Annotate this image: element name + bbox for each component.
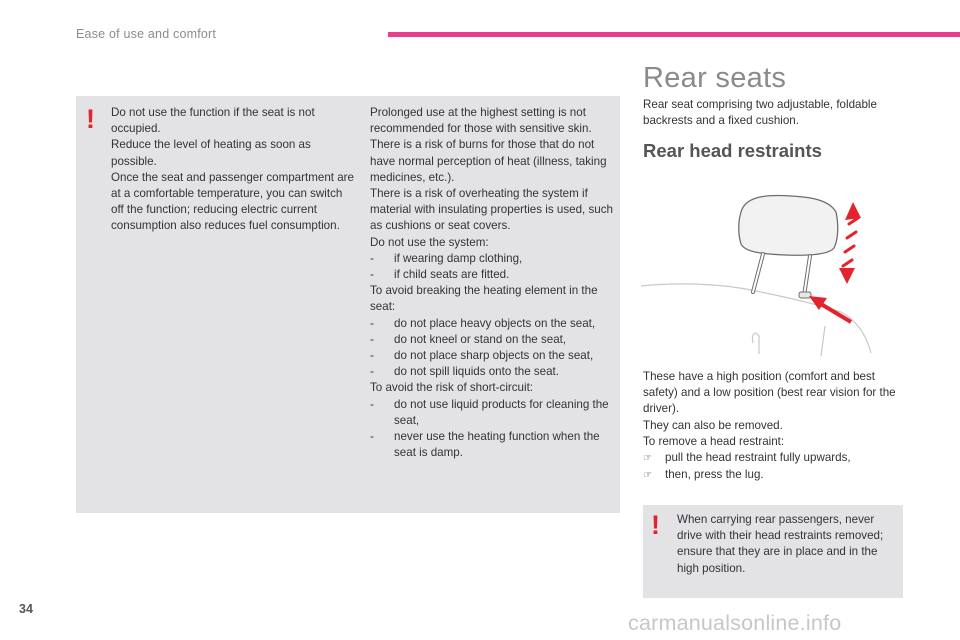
warning-text: Do not use the system: bbox=[370, 235, 489, 249]
list-item: - do not use liquid products for cleaning the seat, bbox=[370, 397, 609, 427]
rear-seats-title: Rear seats bbox=[643, 62, 787, 94]
pointing-hand-icon: ☞ bbox=[643, 470, 652, 482]
list-item: - do not place sharp objects on the seat, bbox=[370, 349, 594, 363]
list-item: - do not spill liquids onto the seat. bbox=[370, 365, 559, 379]
head-restraints-body bbox=[643, 369, 905, 484]
list-item: - do not kneel or stand on the seat, bbox=[370, 332, 567, 346]
warning-text: Once the seat and passenger compartment are at a comfortable temperature, you can switch off the function; reducing electric current consumption also reduces fuel consumption. bbox=[111, 170, 354, 233]
rear-seats-intro: Rear seat comprising two adjustable, foldable backrests and a fixed cushion. bbox=[643, 98, 877, 128]
rear-head-restraints-title: Rear head restraints bbox=[643, 140, 822, 161]
exclamation-icon: ! bbox=[86, 104, 95, 134]
warning-text: Do not use the function if the seat is not occupied. bbox=[111, 106, 315, 136]
list-item: - if wearing damp clothing, bbox=[370, 251, 523, 265]
warning-text: There is a risk of overheating the system if material with insulating properties is used, such as cushions or seat covers. bbox=[370, 187, 613, 233]
header-accent-bar bbox=[388, 32, 960, 37]
warning-column-1 bbox=[111, 105, 356, 235]
list-item: ☞ then, press the lug. bbox=[643, 467, 905, 484]
warning-text: Prolonged use at the highest setting is not recommended for those with sensitive skin. bbox=[370, 106, 592, 136]
list-item: - if child seats are fitted. bbox=[370, 268, 510, 282]
body-paragraph: They can also be removed. bbox=[643, 418, 783, 432]
exclamation-icon: ! bbox=[651, 510, 660, 540]
warning-text: There is a risk of burns for those that do not have normal perception of heat (illness, taking medicines, etc.). bbox=[370, 138, 607, 184]
section-header: Ease of use and comfort bbox=[76, 27, 217, 41]
warning-text: When carrying rear passengers, never drive with their head restraints removed; ensure that they are in place and in the high position. bbox=[677, 513, 884, 575]
list-item: - never use the heating function when the seat is damp. bbox=[370, 430, 600, 460]
body-paragraph: These have a high position (comfort and best safety) and a low position (best rear vision for the driver). bbox=[643, 370, 896, 416]
pointing-hand-icon: ☞ bbox=[643, 453, 652, 465]
up-down-arrow-icon bbox=[843, 218, 858, 266]
body-paragraph: To remove a head restraint: bbox=[643, 434, 785, 448]
page-number: 34 bbox=[19, 602, 33, 616]
list-item: ☞ pull the head restraint fully upwards, bbox=[643, 450, 905, 467]
watermark: carmanualsonline.info bbox=[628, 611, 842, 635]
warning-text: Reduce the level of heating as soon as possible. bbox=[111, 138, 311, 168]
press-arrow-icon bbox=[821, 304, 851, 322]
list-item: - do not place heavy objects on the seat, bbox=[370, 316, 596, 330]
warning-text: To avoid the risk of short-circuit: bbox=[370, 381, 534, 395]
warning-column-2 bbox=[370, 105, 615, 461]
warning-text: To avoid breaking the heating element in the seat: bbox=[370, 284, 598, 314]
head-restraint-illustration bbox=[641, 188, 911, 363]
